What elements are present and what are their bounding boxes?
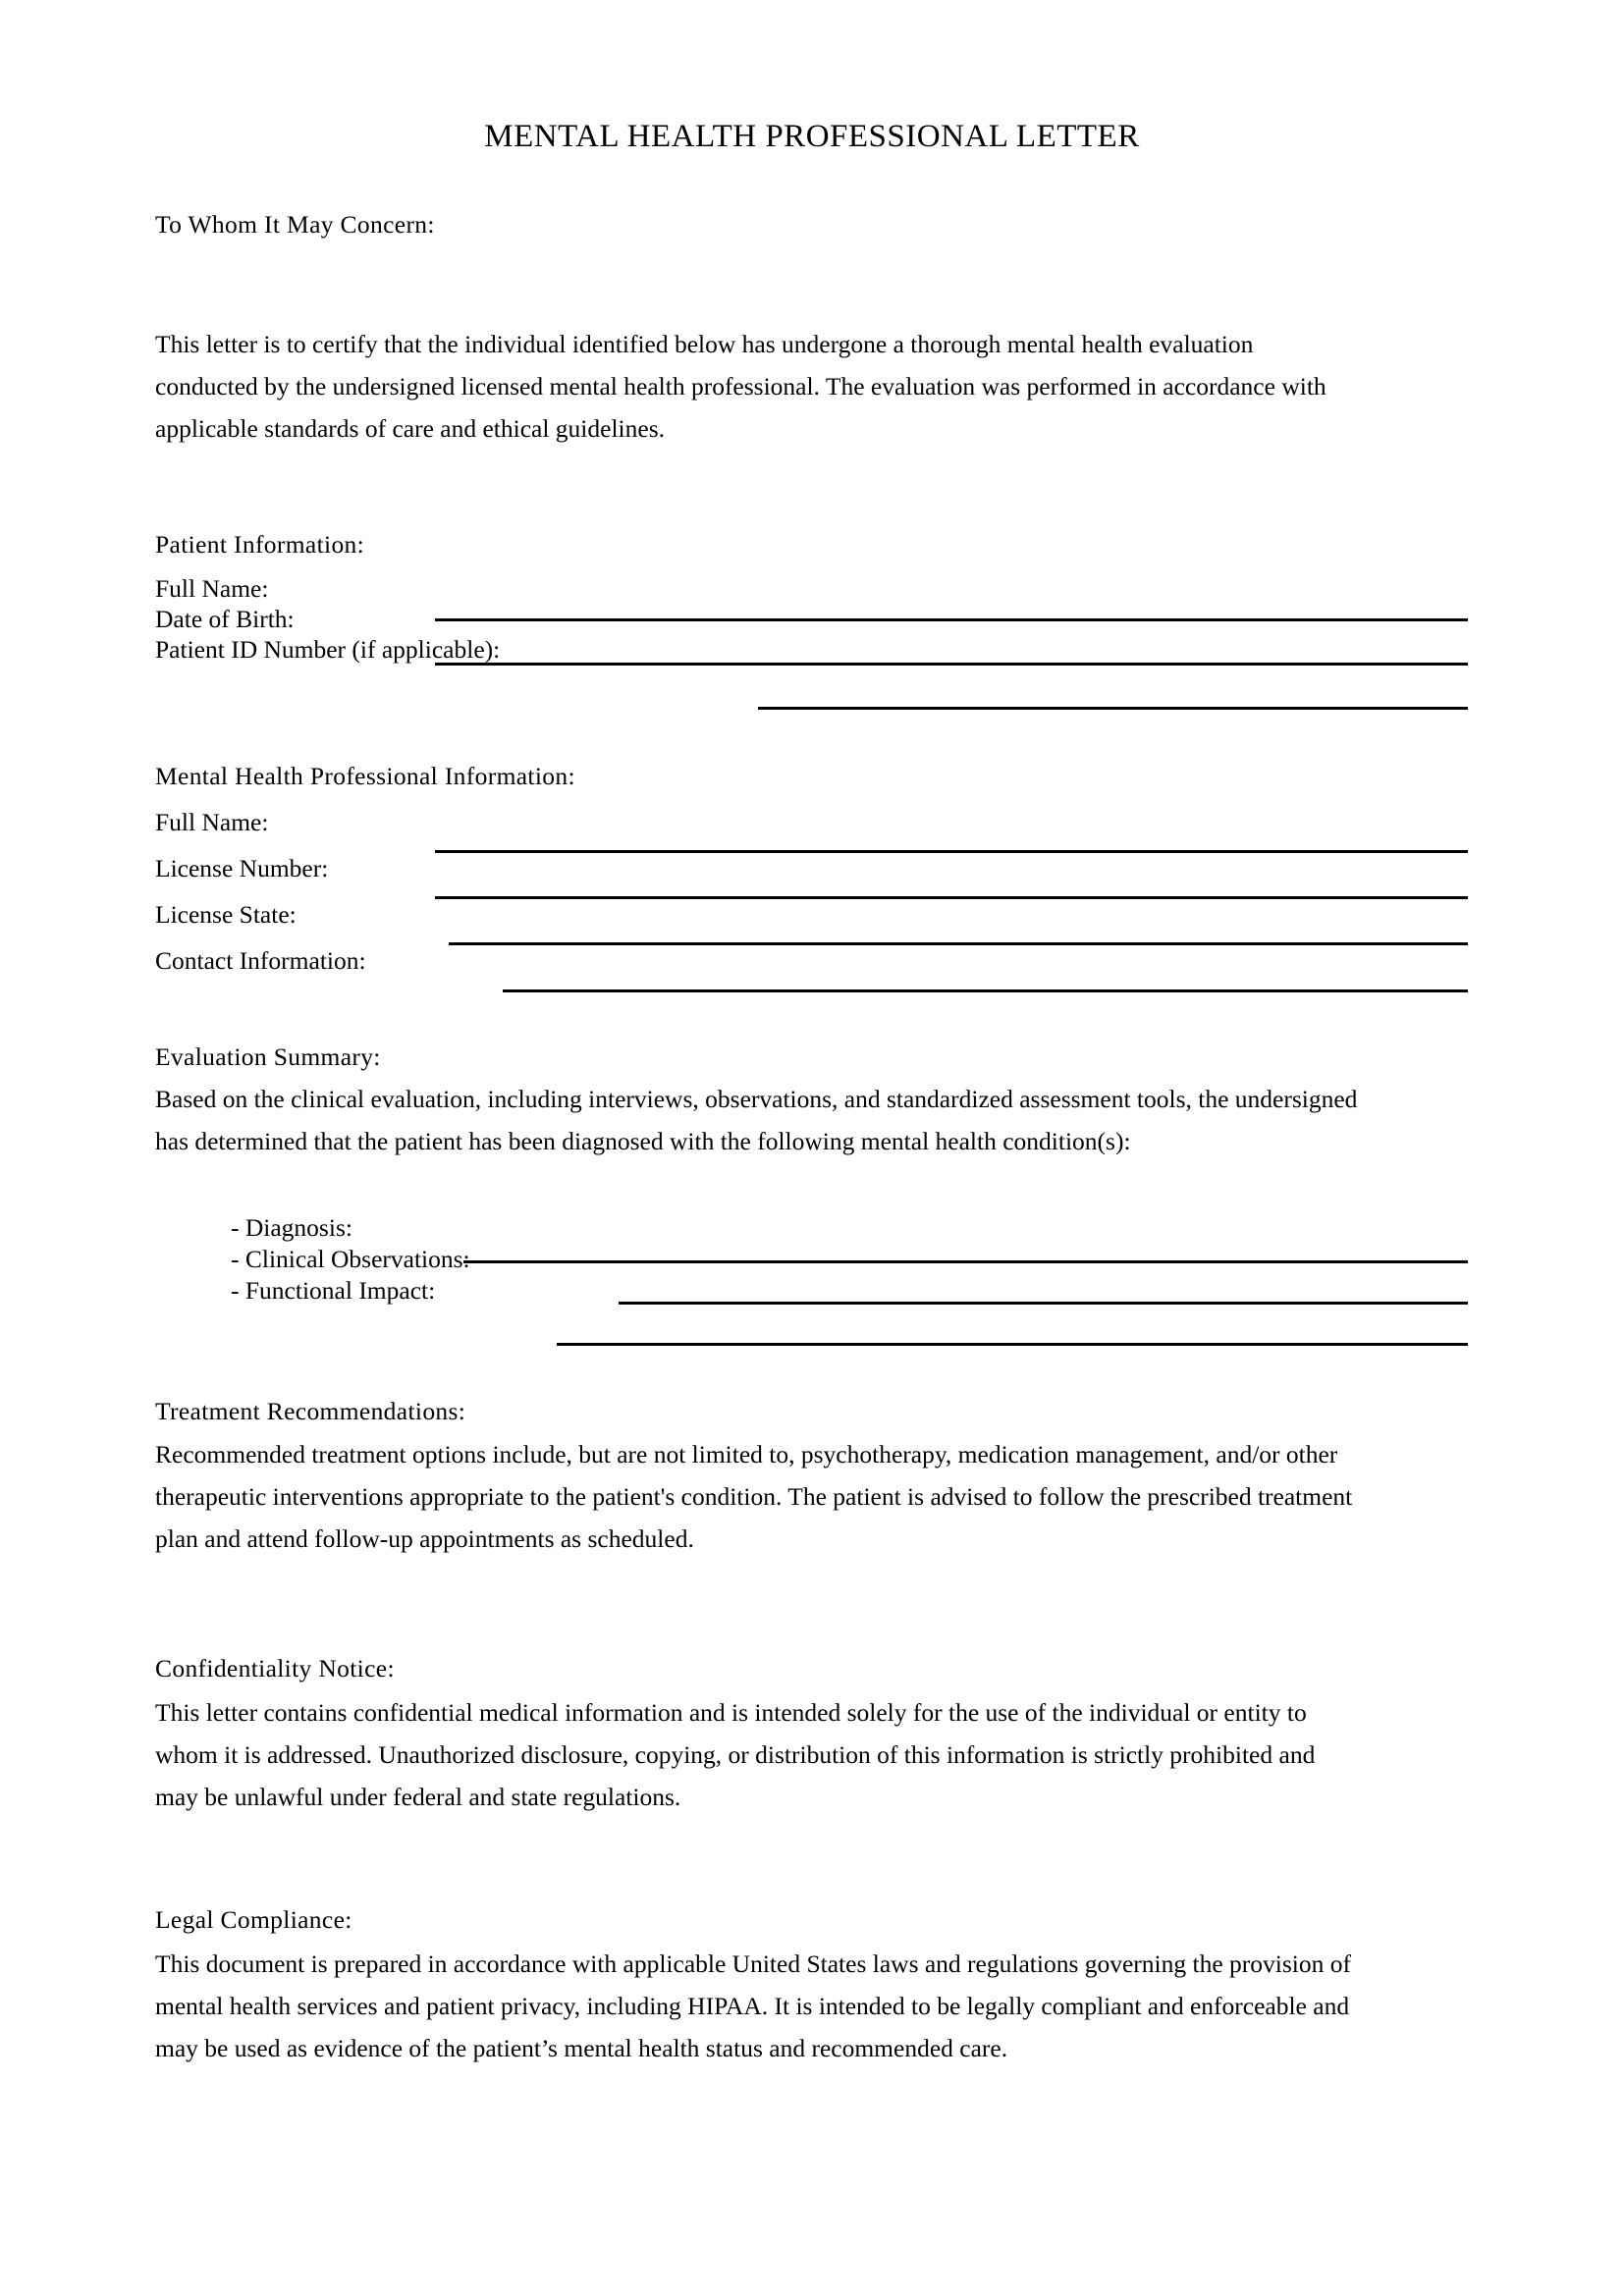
- intro-line-1: This letter is to certify that the individual identified below has undergone a thorough mental health evaluation: [155, 330, 1254, 358]
- professional-license-number-input[interactable]: [435, 896, 1468, 899]
- treatment-line-2: therapeutic interventions appropriate to the patient's condition. The patient is advised to follow the prescribed treatment: [155, 1482, 1353, 1511]
- clinical-observations-label: - Clinical Observations:: [231, 1245, 470, 1273]
- clinical-observations-input[interactable]: [619, 1302, 1468, 1305]
- professional-information-heading: Mental Health Professional Information:: [155, 762, 575, 790]
- legal-line-1: This document is prepared in accordance with applicable United States laws and regulations governing the provision of: [155, 1949, 1351, 1978]
- intro-line-2: conducted by the undersigned licensed mental health professional. The evaluation was performed in accordance with: [155, 372, 1326, 400]
- professional-contact-information-label: Contact Information:: [155, 946, 366, 975]
- professional-license-state-input[interactable]: [449, 942, 1468, 945]
- patient-date-of-birth-label: Date of Birth:: [155, 605, 295, 633]
- professional-full-name-input[interactable]: [435, 850, 1468, 853]
- salutation: To Whom It May Concern:: [155, 210, 435, 239]
- professional-license-state-label: License State:: [155, 900, 297, 929]
- functional-impact-label: - Functional Impact:: [231, 1276, 436, 1305]
- legal-compliance-paragraph: [155, 1943, 1351, 2069]
- evaluation-summary-heading: Evaluation Summary:: [155, 1042, 381, 1071]
- functional-impact-input[interactable]: [557, 1343, 1468, 1346]
- intro-line-3: applicable standards of care and ethical guidelines.: [155, 414, 665, 443]
- patient-full-name-label: Full Name:: [155, 574, 269, 603]
- confidentiality-line-3: may be unlawful under federal and state regulations.: [155, 1783, 681, 1811]
- professional-contact-information-input[interactable]: [503, 989, 1468, 992]
- patient-information-heading: Patient Information:: [155, 530, 365, 559]
- diagnosis-input[interactable]: [463, 1260, 1468, 1263]
- evaluation-summary-line-1: Based on the clinical evaluation, including interviews, observations, and standardized assessment tools, the undersigned: [155, 1085, 1358, 1113]
- treatment-line-1: Recommended treatment options include, but are not limited to, psychotherapy, medication management, and/or other: [155, 1440, 1338, 1468]
- legal-compliance-heading: Legal Compliance:: [155, 1905, 352, 1934]
- legal-line-2: mental health services and patient privacy, including HIPAA. It is intended to be legally compliant and enforceable and: [155, 1992, 1350, 2020]
- confidentiality-line-1: This letter contains confidential medical information and is intended solely for the use of the individual or entity to: [155, 1698, 1307, 1727]
- patient-id-number-input[interactable]: [758, 707, 1468, 710]
- legal-line-3: may be used as evidence of the patient’s mental health status and recommended care.: [155, 2034, 1008, 2062]
- professional-license-number-label: License Number:: [155, 854, 329, 882]
- treatment-recommendations-paragraph: [155, 1433, 1352, 1560]
- confidentiality-notice-heading: Confidentiality Notice:: [155, 1654, 395, 1682]
- evaluation-summary-paragraph: [155, 1078, 1357, 1162]
- intro-paragraph: [155, 323, 1326, 450]
- treatment-line-3: plan and attend follow-up appointments as scheduled.: [155, 1524, 694, 1553]
- confidentiality-line-2: whom it is addressed. Unauthorized disclosure, copying, or distribution of this information is strictly prohibited and: [155, 1740, 1316, 1769]
- evaluation-summary-line-2: has determined that the patient has been diagnosed with the following mental health condition(s):: [155, 1127, 1131, 1155]
- confidentiality-notice-paragraph: [155, 1691, 1315, 1818]
- patient-full-name-input[interactable]: [435, 618, 1468, 621]
- professional-full-name-label: Full Name:: [155, 808, 269, 836]
- patient-date-of-birth-input[interactable]: [435, 663, 1468, 666]
- page-title: MENTAL HEALTH PROFESSIONAL LETTER: [484, 119, 1140, 154]
- patient-id-number-label: Patient ID Number (if applicable):: [155, 635, 501, 664]
- diagnosis-label: - Diagnosis:: [231, 1213, 352, 1242]
- treatment-recommendations-heading: Treatment Recommendations:: [155, 1397, 466, 1425]
